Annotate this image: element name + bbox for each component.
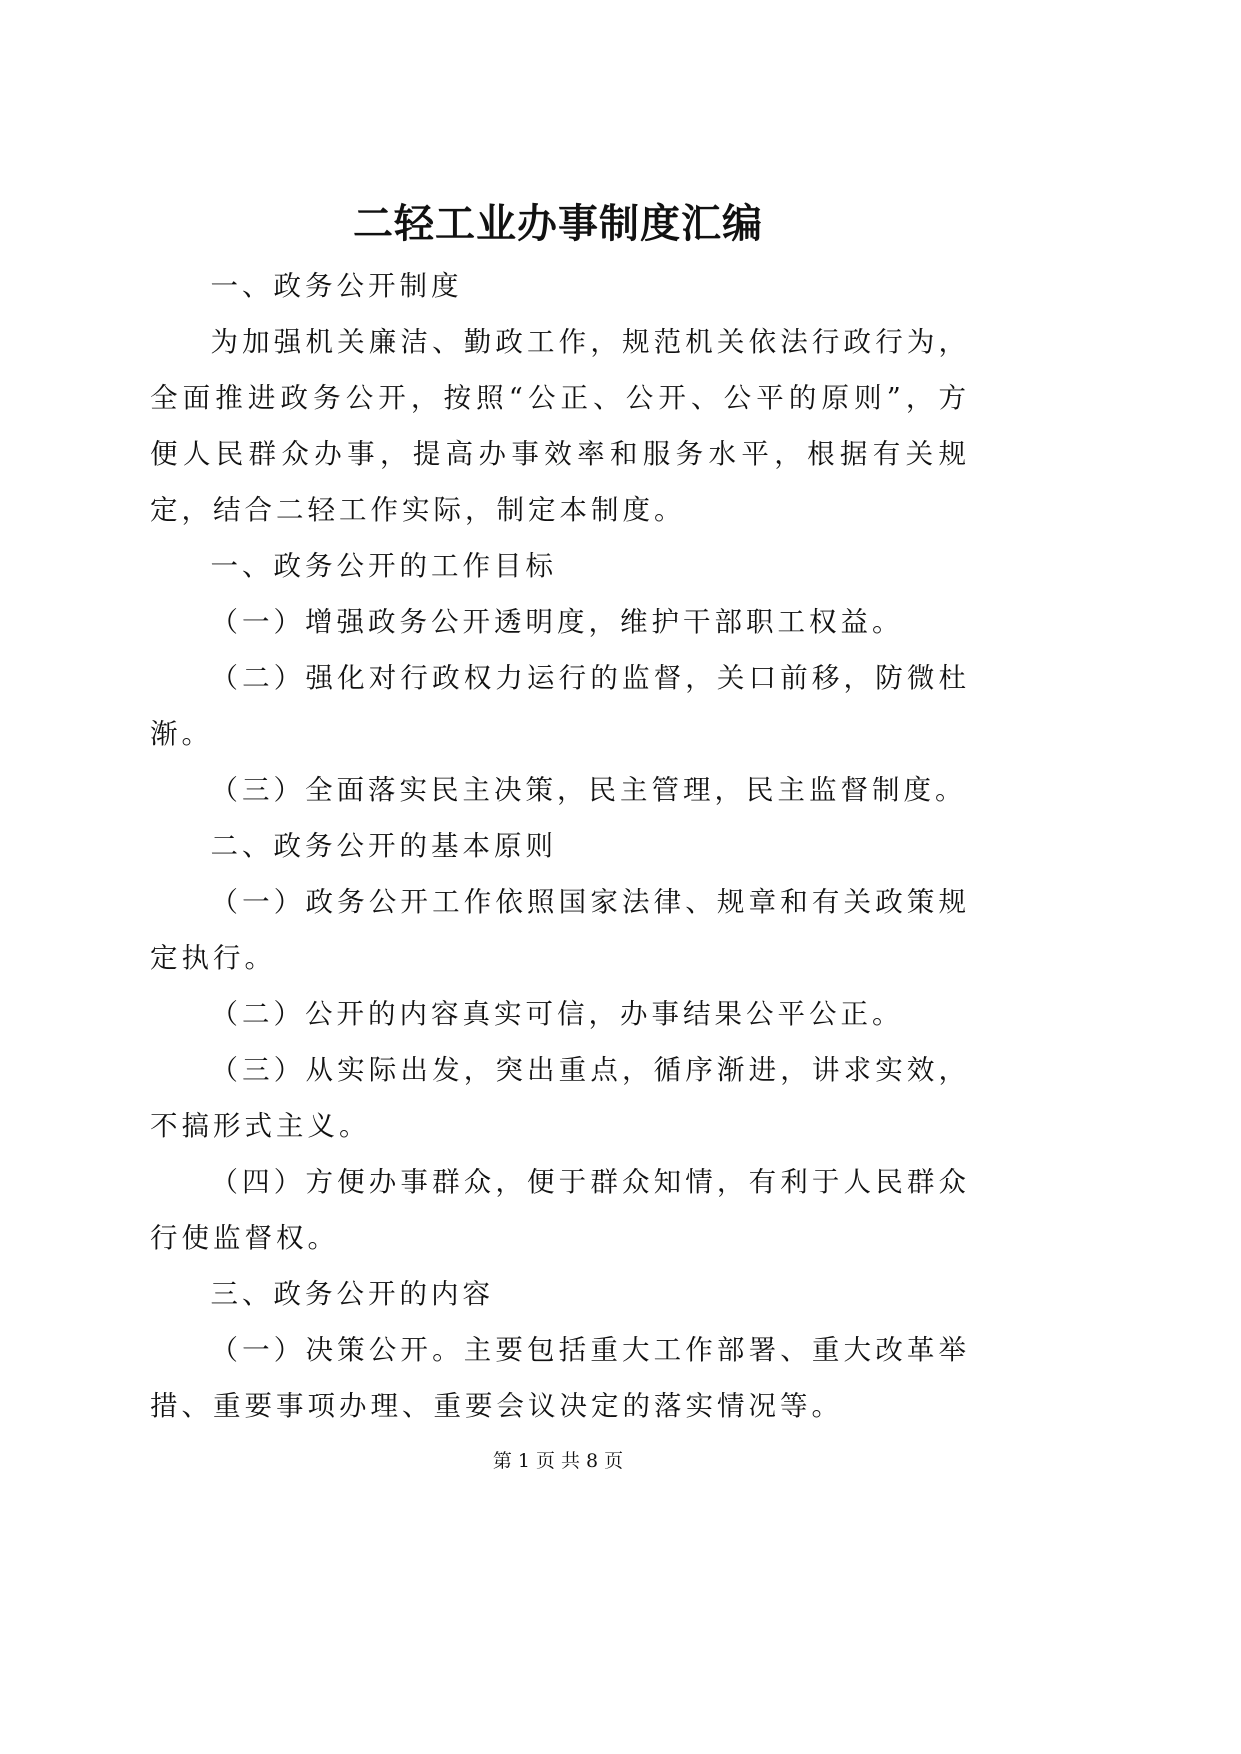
intro-paragraph: 为加强机关廉洁、勤政工作，规范机关依法行政行为，全面推进政务公开，按照“公正、公开、公平的原则”，方便人民群众办事，提高办事效率和服务水平，根据有关规定，结合二轻工作实际，制定本制度。 xyxy=(150,326,970,526)
section-heading-goals: 一、政务公开的工作目标 xyxy=(210,550,557,582)
page-number-footer: 第 1 页 共 8 页 xyxy=(492,1450,624,1472)
principle-item-1: （一）政务公开工作依照国家法律、规章和有关政策规定执行。 xyxy=(150,886,970,974)
goal-item-1: （一）增强政务公开透明度，维护干部职工权益。 xyxy=(210,606,904,638)
principle-item-2: （二）公开的内容真实可信，办事结果公平公正。 xyxy=(210,998,904,1030)
principle-item-3: （三）从实际出发，突出重点，循序渐进，讲求实效，不搞形式主义。 xyxy=(150,1054,970,1142)
goal-item-3: （三）全面落实民主决策，民主管理，民主监督制度。 xyxy=(210,774,967,806)
goal-item-2: （二）强化对行政权力运行的监督，关口前移，防微杜渐。 xyxy=(150,662,970,750)
content-item-1: （一）决策公开。主要包括重大工作部署、重大改革举措、重要事项办理、重要会议决定的落实情况等。 xyxy=(150,1334,970,1422)
document-title: 二轻工业办事制度汇编 xyxy=(353,200,763,247)
section-heading-policy: 一、政务公开制度 xyxy=(210,270,463,302)
section-heading-content: 三、政务公开的内容 xyxy=(210,1278,494,1310)
section-heading-principles: 二、政务公开的基本原则 xyxy=(210,830,557,862)
document-body xyxy=(150,258,970,1434)
principle-item-4: （四）方便办事群众，便于群众知情，有利于人民群众行使监督权。 xyxy=(150,1166,970,1254)
